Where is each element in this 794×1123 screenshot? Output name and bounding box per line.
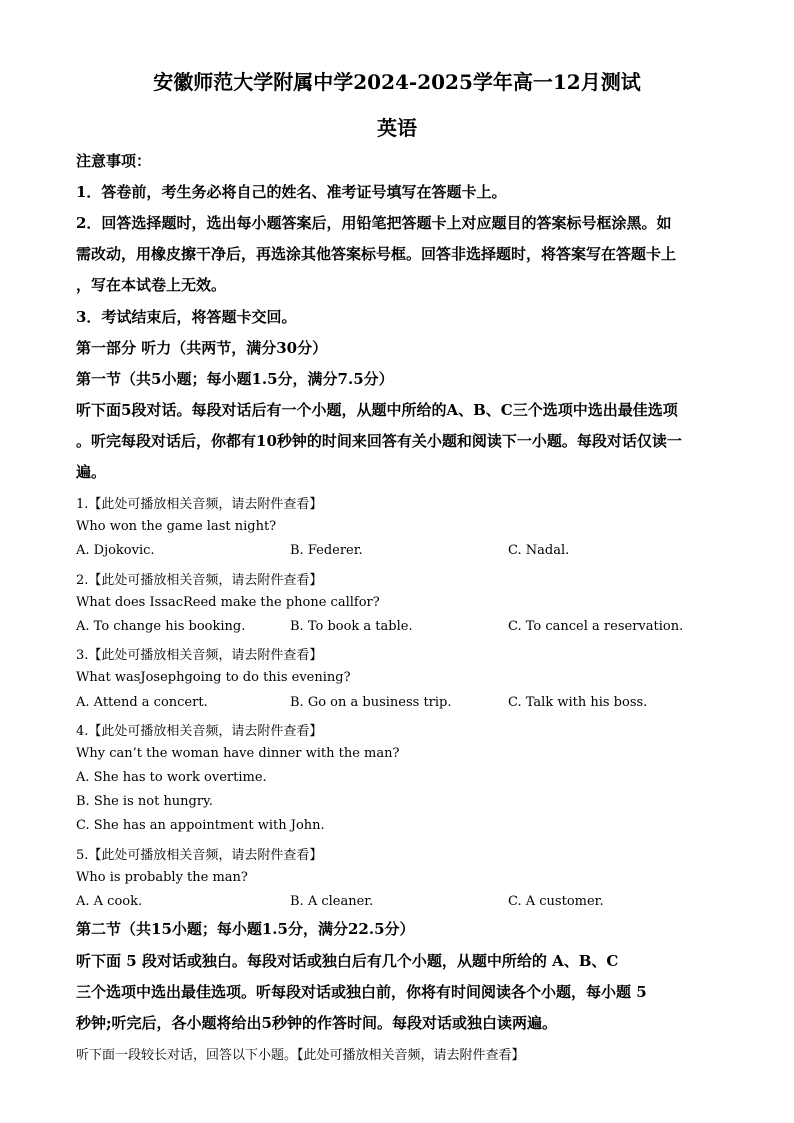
- exam-title: 安徽师范大学附属中学2024-2025学年高一12月测试: [153, 70, 641, 94]
- option-a: A. Attend a concert.: [76, 695, 208, 710]
- question-stem: Who is probably the man?: [76, 870, 248, 885]
- section2-audio-note[interactable]: 听下面一段较长对话，回答以下小题。【此处可播放相关音频，请去附件查看】: [76, 1048, 525, 1063]
- option-b: B. Go on a business trip.: [290, 695, 452, 710]
- option-c: C. A customer.: [508, 894, 604, 909]
- option-b: B. She is not hungry.: [76, 794, 213, 809]
- option-c: C. To cancel a reservation.: [508, 619, 684, 634]
- option-a: A. Djokovic.: [76, 543, 155, 558]
- question-audio-label[interactable]: 2.【此处可播放相关音频，请去附件查看】: [76, 573, 323, 588]
- question-stem: What wasJosephgoing to do this evening?: [76, 670, 351, 685]
- section1-instructions: 。听完每段对话后，你都有10秒钟的时间来回答有关小题和阅读下一小题。每段对话仅读一: [76, 432, 682, 450]
- question-stem: What does IssacReed make the phone callfor?: [76, 595, 380, 610]
- section2-instructions: 秒钟;听完后，各小题将给出5秒钟的作答时间。每段对话或独白读两遍。: [76, 1014, 557, 1032]
- notice-item: ，写在本试卷上无效。: [76, 276, 227, 294]
- notice-item: 需改动，用橡皮擦干净后，再选涂其他答案标号框。回答非选择题时，将答案写在答题卡上: [76, 245, 677, 263]
- notice-item: 2．回答选择题时，选出每小题答案后，用铅笔把答题卡上对应题目的答案标号框涂黑。如: [76, 214, 672, 232]
- question-stem: Who won the game last night?: [76, 519, 277, 534]
- notice-item: 1．答卷前，考生务必将自己的姓名、准考证号填写在答题卡上。: [76, 183, 507, 201]
- question-stem: Why can’t the woman have dinner with the man?: [76, 746, 400, 761]
- option-c: C. Talk with his boss.: [508, 695, 648, 710]
- option-b: B. A cleaner.: [290, 894, 374, 909]
- option-a: A. She has to work overtime.: [76, 770, 267, 785]
- question-audio-label[interactable]: 5.【此处可播放相关音频，请去附件查看】: [76, 848, 323, 863]
- exam-subject: 英语: [377, 116, 417, 140]
- option-b: B. Federer.: [290, 543, 363, 558]
- option-c: C. She has an appointment with John.: [76, 818, 325, 833]
- section1-instructions: 遍。: [76, 463, 107, 481]
- part1-heading: 第一部分 听力（共两节，满分30分）: [76, 339, 328, 357]
- question-audio-label[interactable]: 4.【此处可播放相关音频，请去附件查看】: [76, 724, 323, 739]
- section2-heading: 第二节（共15小题；每小题1.5分，满分22.5分）: [76, 920, 415, 938]
- option-a: A. To change his booking.: [76, 619, 246, 634]
- section1-heading: 第一节（共5小题；每小题1.5分，满分7.5分）: [76, 370, 394, 388]
- option-a: A. A cook.: [76, 894, 143, 909]
- notice-item: 3．考试结束后，将答题卡交回。: [76, 308, 297, 326]
- option-b: B. To book a table.: [290, 619, 413, 634]
- section2-instructions: 三个选项中选出最佳选项。听每段对话或独白前，你将有时间阅读各个小题，每小题 5: [76, 983, 647, 1001]
- notice-heading: 注意事项：: [76, 152, 152, 170]
- option-c: C. Nadal.: [508, 543, 570, 558]
- section1-instructions: 听下面5段对话。每段对话后有一个小题，从题中所给的A、B、C三个选项中选出最佳选项: [76, 401, 678, 419]
- question-audio-label[interactable]: 1.【此处可播放相关音频，请去附件查看】: [76, 497, 323, 512]
- section2-instructions: 听下面 5 段对话或独白。每段对话或独白后有几个小题，从题中所给的 A、B、C: [76, 952, 619, 970]
- question-audio-label[interactable]: 3.【此处可播放相关音频，请去附件查看】: [76, 648, 323, 663]
